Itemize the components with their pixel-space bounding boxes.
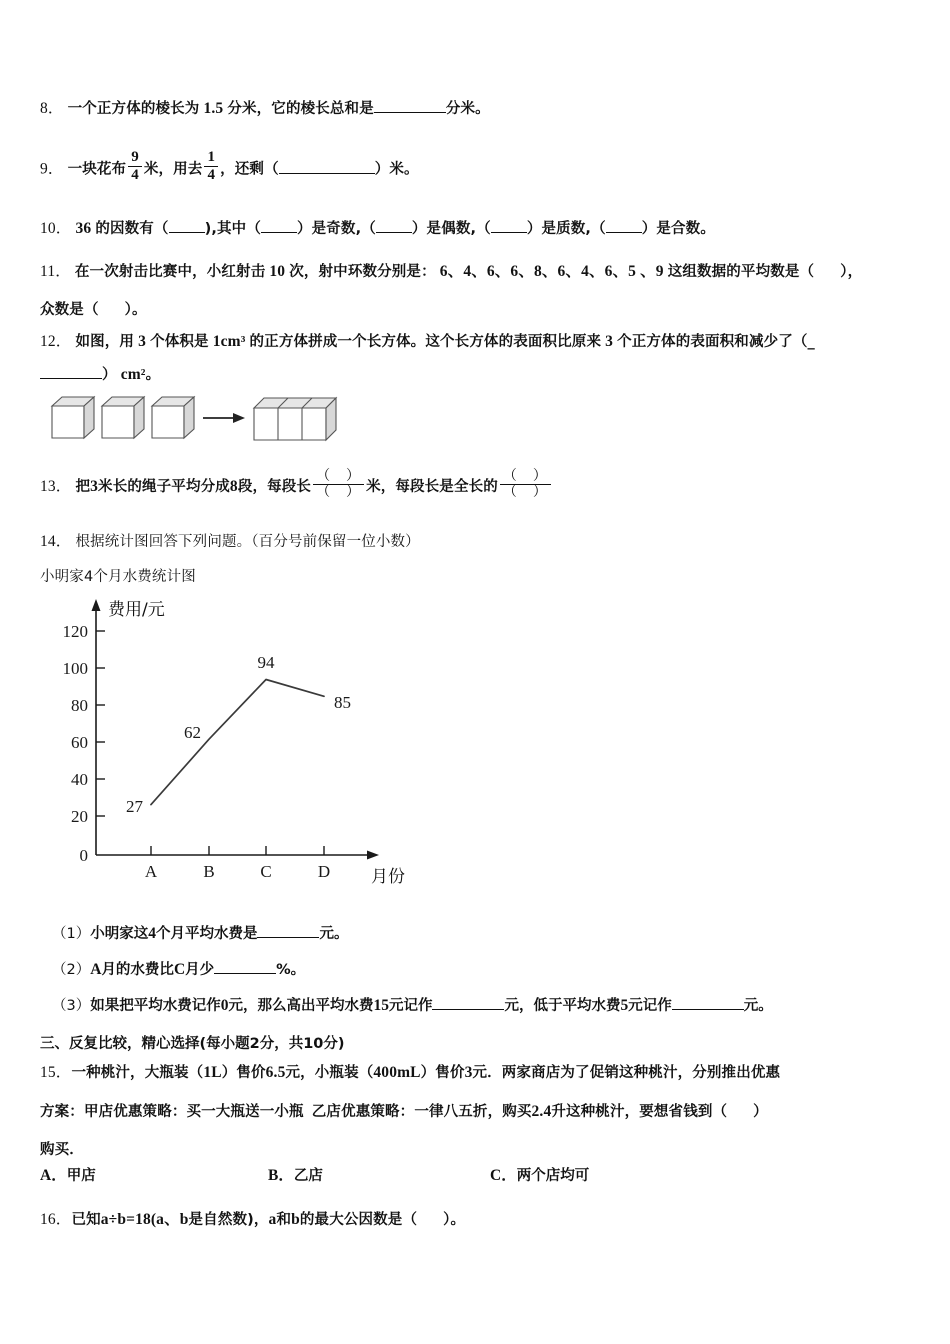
x-tick-label-a: A [144, 862, 158, 881]
fraction-denominator: （ ） [316, 485, 362, 501]
y-tick-label-0: 0 [79, 846, 88, 865]
sub-2-text-a: A [90, 961, 102, 978]
question-11-text-b: 次，射中环数分别是： [289, 264, 436, 280]
q15-value-24: 2.4 [531, 1103, 552, 1120]
question-13-value-b: 8 [229, 478, 238, 495]
sub-1-answer-blank[interactable] [257, 937, 319, 938]
question-12-value-c: 3 [605, 333, 614, 350]
question-12-text-b: 个体积是 [150, 334, 209, 350]
question-12-text-a: 如图，用 [75, 334, 135, 350]
question-10-blank-4[interactable] [491, 232, 527, 233]
data-label-c: 94 [257, 653, 275, 672]
question-10-blank-1[interactable] [169, 232, 205, 233]
question-11-line-2 [40, 293, 147, 327]
sub-2-text-d: 月少 [185, 962, 215, 978]
question-14-text-a: 根据统计图回答下列问题。（百分号前保留一位小数） [75, 534, 420, 550]
choice-a-label: A． [40, 1167, 67, 1184]
question-10-text-a: 的因数有（ [95, 221, 169, 237]
q16-text-c: 和 [276, 1212, 292, 1228]
q16-value-b: a [268, 1211, 277, 1228]
question-9-text-b: 米，用去 [143, 161, 203, 178]
cube-3 [152, 397, 194, 438]
question-12-unit: cm² [120, 366, 146, 383]
section-heading-three: 三、反复比较，精心选择(每小题2分，共10分) [40, 1036, 345, 1052]
sub-3-label: （3） [52, 998, 91, 1014]
question-12-line-2 [40, 358, 160, 392]
question-12-text-d: 个正方体的表面积和减少了（_ [617, 334, 815, 350]
question-15-choice-a[interactable] [40, 1163, 96, 1185]
choice-b-text: 乙店 [293, 1168, 323, 1184]
sub-1-text-c: 元。 [319, 926, 349, 942]
question-9-text-c: ，还剩（ [220, 161, 279, 178]
question-10 [40, 212, 715, 246]
question-8-number: 8． [40, 100, 64, 117]
question-15-choice-c[interactable] [490, 1163, 589, 1185]
sub-2-text-e: %。 [276, 962, 306, 978]
sub-1-label: （1） [52, 926, 91, 942]
sub-3-answer-blank-1[interactable] [432, 1009, 504, 1010]
question-12-text-f: 。 [145, 367, 161, 383]
choice-a-text: 甲店 [66, 1168, 96, 1184]
question-8 [40, 92, 490, 126]
sub-3-text-b: 元，那么高出平均水费 [228, 998, 374, 1014]
data-label-a: 27 [126, 797, 143, 816]
question-11-line-1 [40, 255, 862, 289]
fraction-nine-fourths [128, 150, 142, 183]
question-11-value-a: 10 [269, 263, 286, 280]
question-13-text-d: 米，每段长是全长的 [366, 479, 498, 495]
y-tick-label-120: 120 [62, 622, 88, 641]
q15-line2-c: 升这种桃汁，要想省钱到（ [551, 1104, 728, 1120]
question-10-value-a: 36 [75, 220, 92, 237]
question-12-number: 12． [40, 333, 72, 350]
q15-line1-d: ）售价 [420, 1065, 465, 1081]
question-12-value-b: 1cm³ [212, 333, 246, 350]
y-tick-label-20: 20 [71, 807, 88, 826]
question-9-text-d: ）米。 [374, 161, 419, 178]
x-tick-label-c: C [260, 862, 272, 881]
question-12-text-e: ） [102, 367, 117, 383]
question-12-text-c: 的正方体拼成一个长方体。这个长方体的表面积比原来 [249, 334, 602, 350]
question-15-number: 15． [40, 1064, 72, 1081]
sub-3-text-a: 如果把平均水费记作 [90, 998, 221, 1014]
question-10-blank-3[interactable] [376, 232, 412, 233]
question-10-text-f: ）是合数。 [641, 221, 715, 237]
x-axis-arrow-icon [367, 851, 379, 860]
question-10-blank-2[interactable] [261, 232, 297, 233]
q15-line1-c: 元，小瓶装（ [285, 1065, 374, 1081]
fraction-denominator: （ ） [502, 485, 548, 501]
q15-line1-b: ）售价 [221, 1065, 266, 1081]
sub-3-value-c: 5 [620, 997, 629, 1014]
question-11-number: 11． [40, 263, 71, 280]
question-13-text-a: 把 [75, 479, 91, 495]
q16-text-d: 的最大公因数是（ [299, 1212, 418, 1228]
fraction-numerator: （ ） [500, 470, 551, 485]
arrow-right-icon [203, 413, 245, 423]
question-14-sub-1 [52, 922, 348, 943]
question-8-text-a: 一个正方体的棱长为 [67, 101, 200, 117]
y-axis-arrow-icon [92, 599, 101, 611]
choice-b-label: B． [268, 1167, 294, 1184]
question-11-data-values: 6、4、6、6、8、6、4、6、5 、9 [439, 263, 664, 280]
choice-c-label: C． [490, 1167, 517, 1184]
y-tick-label-80: 80 [71, 696, 88, 715]
y-tick-label-100: 100 [62, 659, 88, 678]
fraction-numerator: 9 [128, 150, 142, 167]
cube-1 [52, 397, 94, 438]
cubes-to-cuboid-diagram [48, 392, 338, 454]
q15-line3: 购买． [40, 1142, 84, 1158]
sub-3-text-e: 元记作 [628, 998, 672, 1014]
question-14 [40, 525, 420, 559]
sub-1-text-a: 小明家这 [90, 926, 149, 942]
q15-value-3: 3 [464, 1064, 473, 1081]
question-12-line-1 [40, 325, 815, 359]
question-14-number: 14． [40, 533, 72, 550]
question-11-text-c: 这组数据的平均数是（ [667, 264, 815, 280]
question-13-text-c: 段，每段长 [237, 479, 312, 495]
choice-c-text: 两个店均可 [516, 1168, 590, 1184]
sub-2-label: （2） [52, 962, 91, 978]
fraction-one-fourth [204, 150, 218, 183]
sub-3-text-d: 元，低于平均水费 [504, 998, 621, 1014]
sub-3-text-f: 元。 [743, 998, 773, 1014]
question-11-text-f: ）。 [124, 302, 147, 318]
sub-2-answer-blank[interactable] [214, 973, 276, 974]
question-15-choice-b[interactable] [268, 1163, 323, 1185]
sub-2-text-b: 月的水费比 [101, 962, 174, 978]
question-14-sub-3 [52, 994, 773, 1015]
question-15-line-1 [40, 1056, 780, 1090]
question-9-text-a: 一块花布 [67, 161, 127, 178]
question-10-text-c: ）是奇数,（ [296, 221, 376, 237]
sub-3-value-a: 0 [220, 997, 229, 1014]
sub-1-value-a: 4 [148, 925, 156, 942]
q15-line1-e: 元．两家商店为了促销这种桃汁，分别推出优惠 [472, 1065, 781, 1081]
water-fee-line-chart [40, 580, 460, 900]
q16-text-e: ）。 [443, 1212, 466, 1228]
sub-3-value-b: 15 [373, 997, 389, 1014]
question-8-answer-blank[interactable] [374, 112, 446, 113]
q15-line2-d: ） [753, 1104, 768, 1120]
question-13-text-b: 米长的绳子平均分成 [98, 479, 230, 495]
question-10-text-d: ）是偶数,（ [411, 221, 491, 237]
cube-2 [102, 397, 144, 438]
fraction-denominator: 4 [207, 167, 216, 183]
question-10-text-b: ),其中（ [204, 221, 261, 237]
fraction-denominator: 4 [131, 167, 139, 183]
question-10-blank-5[interactable] [606, 232, 642, 233]
q15-line1-a: 一种桃汁，大瓶装（ [71, 1065, 204, 1081]
y-axis-title: 费用/元 [108, 600, 165, 620]
data-label-d: 85 [334, 693, 351, 712]
q16-value-a: a÷b=18(a、b [100, 1211, 189, 1228]
question-15-line-2 [40, 1095, 768, 1129]
question-10-text-e: ）是质数,（ [526, 221, 606, 237]
chart-y-ticks [96, 631, 105, 816]
question-9-answer-blank[interactable] [279, 173, 375, 174]
question-13-number: 13． [40, 478, 72, 495]
sub-3-text-c: 元记作 [388, 998, 433, 1014]
question-8-value-a: 1.5 [203, 100, 224, 117]
question-10-number: 10． [40, 220, 72, 237]
cuboid-result [254, 398, 336, 440]
sub-3-answer-blank-2[interactable] [672, 1009, 744, 1010]
question-11-text-d: ）， [840, 264, 863, 280]
question-9 [40, 149, 419, 187]
chart-title: 小明家4个月水费统计图 [40, 569, 196, 585]
q15-line2-a: 方案：甲店优惠策略：买一大瓶送一小瓶 [40, 1104, 304, 1120]
y-tick-label-60: 60 [71, 733, 88, 752]
chart-data-line [151, 680, 324, 805]
x-tick-label-d: D [317, 862, 331, 881]
q16-text-a: 已知 [71, 1212, 101, 1228]
question-13-fraction-2[interactable] [500, 470, 551, 500]
x-tick-label-b: B [203, 862, 215, 881]
question-16-number: 16． [40, 1211, 72, 1228]
q16-value-c: b [291, 1211, 300, 1228]
question-12-answer-blank[interactable] [40, 378, 102, 379]
q15-line2-b: 乙店优惠策略：一律八五折，购买 [311, 1104, 532, 1120]
question-12-value-a: 3 [138, 333, 147, 350]
question-14-sub-2 [52, 958, 305, 979]
question-15-line-3 [40, 1133, 84, 1167]
q15-value-400ml: 400mL [373, 1064, 421, 1081]
x-axis-title: 月份 [371, 867, 405, 887]
question-11-text-e: 众数是（ [40, 302, 99, 318]
question-16 [40, 1203, 465, 1237]
sub-1-text-b: 个月平均水费是 [155, 926, 258, 942]
question-11-text-a: 在一次射击比赛中，小红射击 [74, 264, 266, 280]
q15-value-1l: 1L [203, 1064, 222, 1081]
data-label-b: 62 [184, 723, 201, 742]
question-9-number: 9． [40, 160, 64, 178]
question-13-value-a: 3 [90, 478, 99, 495]
question-8-text-b: 分米，它的棱长总和是 [227, 101, 374, 117]
question-13 [40, 470, 553, 504]
sub-2-text-c: C [173, 961, 186, 978]
y-tick-label-40: 40 [71, 770, 88, 789]
q16-text-b: 是自然数)， [188, 1212, 269, 1228]
question-8-text-c: 分米。 [445, 101, 490, 117]
fraction-numerator: （ ） [313, 470, 364, 485]
question-13-fraction-1[interactable] [313, 470, 364, 500]
q15-value-65: 6.5 [265, 1064, 286, 1081]
chart-x-ticks [151, 846, 324, 855]
fraction-numerator: 1 [204, 150, 218, 167]
